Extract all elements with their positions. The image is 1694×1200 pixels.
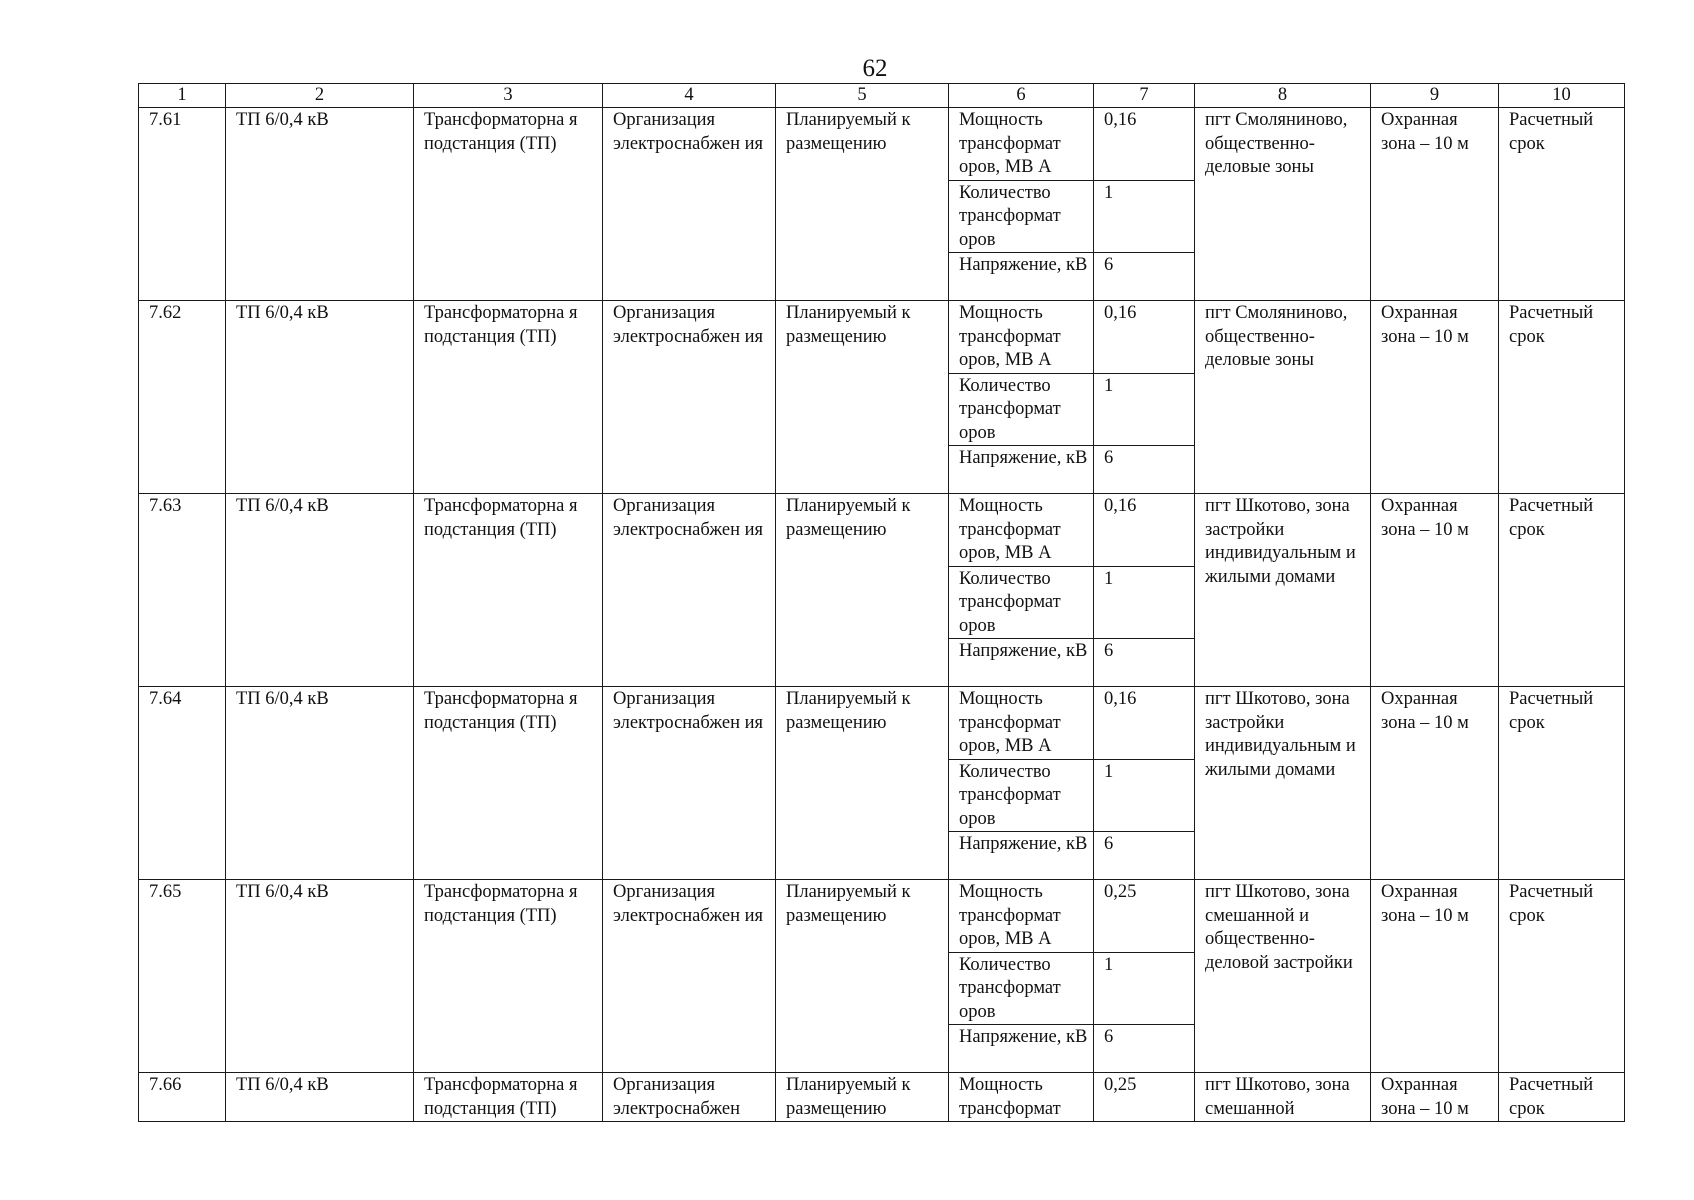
implementation-term: Расчетный срок — [1499, 494, 1625, 687]
param-label: Мощность трансформат оров, МВ А — [949, 880, 1094, 953]
param-label: Количество трансформат оров — [949, 566, 1094, 639]
param-value: 1 — [1094, 180, 1195, 253]
object-type: Трансформаторна я подстанция (ТП) — [414, 880, 603, 1073]
object-purpose: Организация электроснабжен ия — [603, 687, 776, 880]
object-purpose: Организация электроснабжен ия — [603, 880, 776, 1073]
row-number: 7.62 — [139, 301, 226, 494]
param-label: Напряжение, кВ — [949, 1025, 1094, 1073]
param-label: Напряжение, кВ — [949, 639, 1094, 687]
row-number: 7.61 — [139, 108, 226, 301]
object-type: Трансформаторна я подстанция (ТП) — [414, 1073, 603, 1122]
object-location: пгт Шкотово, зона смешанной и общественно-деловой застройки — [1195, 880, 1371, 1073]
object-location: пгт Шкотово, зона смешанной — [1195, 1073, 1371, 1122]
table-row — [139, 687, 1625, 760]
object-type: Трансформаторна я подстанция (ТП) — [414, 687, 603, 880]
param-value: 6 — [1094, 446, 1195, 494]
param-value: 6 — [1094, 253, 1195, 301]
param-label: Мощность трансформат оров, МВ А — [949, 494, 1094, 567]
protection-zone: Охранная зона – 10 м — [1371, 1073, 1499, 1122]
row-number: 7.63 — [139, 494, 226, 687]
object-status: Планируемый к размещению — [776, 494, 949, 687]
implementation-term: Расчетный срок — [1499, 1073, 1625, 1122]
column-header: 9 — [1371, 84, 1499, 108]
column-header: 7 — [1094, 84, 1195, 108]
implementation-term: Расчетный срок — [1499, 301, 1625, 494]
object-name: ТП 6/0,4 кВ — [226, 687, 414, 880]
param-label: Мощность трансформат оров, МВ А — [949, 108, 1094, 181]
object-status: Планируемый к размещению — [776, 301, 949, 494]
object-status: Планируемый к размещению — [776, 108, 949, 301]
column-header: 3 — [414, 84, 603, 108]
param-label: Количество трансформат оров — [949, 759, 1094, 832]
object-type: Трансформаторна я подстанция (ТП) — [414, 301, 603, 494]
protection-zone: Охранная зона – 10 м — [1371, 687, 1499, 880]
param-label: Мощность трансформат оров, МВ А — [949, 301, 1094, 374]
object-type: Трансформаторна я подстанция (ТП) — [414, 108, 603, 301]
page-number: 62 — [862, 55, 888, 82]
row-number: 7.66 — [139, 1073, 226, 1122]
object-name: ТП 6/0,4 кВ — [226, 301, 414, 494]
object-location: пгт Шкотово, зона застройки индивидуальным и жилыми домами — [1195, 494, 1371, 687]
object-location: пгт Смоляниново, общественно-деловые зоны — [1195, 301, 1371, 494]
object-location: пгт Смоляниново, общественно-деловые зоны — [1195, 108, 1371, 301]
param-value: 1 — [1094, 759, 1195, 832]
protection-zone: Охранная зона – 10 м — [1371, 494, 1499, 687]
protection-zone: Охранная зона – 10 м — [1371, 108, 1499, 301]
object-status: Планируемый к размещению — [776, 687, 949, 880]
param-value: 6 — [1094, 639, 1195, 687]
object-name: ТП 6/0,4 кВ — [226, 494, 414, 687]
param-value: 1 — [1094, 952, 1195, 1025]
table-header-row — [139, 84, 1625, 108]
implementation-term: Расчетный срок — [1499, 880, 1625, 1073]
object-name: ТП 6/0,4 кВ — [226, 108, 414, 301]
param-value: 0,25 — [1094, 880, 1195, 953]
row-number: 7.64 — [139, 687, 226, 880]
column-header: 8 — [1195, 84, 1371, 108]
column-header: 10 — [1499, 84, 1625, 108]
row-number: 7.65 — [139, 880, 226, 1073]
param-value: 0,16 — [1094, 301, 1195, 374]
protection-zone: Охранная зона – 10 м — [1371, 301, 1499, 494]
object-name: ТП 6/0,4 кВ — [226, 880, 414, 1073]
param-value: 6 — [1094, 832, 1195, 880]
object-type: Трансформаторна я подстанция (ТП) — [414, 494, 603, 687]
object-location: пгт Шкотово, зона застройки индивидуальным и жилыми домами — [1195, 687, 1371, 880]
param-label: Напряжение, кВ — [949, 253, 1094, 301]
object-purpose: Организация электроснабжен ия — [603, 301, 776, 494]
param-label: Количество трансформат оров — [949, 180, 1094, 253]
param-label: Напряжение, кВ — [949, 832, 1094, 880]
object-status: Планируемый к размещению — [776, 1073, 949, 1122]
implementation-term: Расчетный срок — [1499, 108, 1625, 301]
object-purpose: Организация электроснабжен ия — [603, 494, 776, 687]
table-row — [139, 880, 1625, 953]
table-row — [139, 494, 1625, 567]
planning-table — [138, 83, 1625, 1122]
param-value: 0,16 — [1094, 108, 1195, 181]
param-value: 1 — [1094, 566, 1195, 639]
column-header: 5 — [776, 84, 949, 108]
implementation-term: Расчетный срок — [1499, 687, 1625, 880]
param-label: Количество трансформат оров — [949, 373, 1094, 446]
param-value: 0,25 — [1094, 1073, 1195, 1122]
param-value: 6 — [1094, 1025, 1195, 1073]
table-row — [139, 108, 1625, 181]
param-value: 0,16 — [1094, 494, 1195, 567]
column-header: 4 — [603, 84, 776, 108]
object-purpose: Организация электроснабжен ия — [603, 108, 776, 301]
table-row — [139, 301, 1625, 374]
object-purpose: Организация электроснабжен — [603, 1073, 776, 1122]
param-label: Мощность трансформат оров, МВ А — [949, 687, 1094, 760]
object-status: Планируемый к размещению — [776, 880, 949, 1073]
param-label: Количество трансформат оров — [949, 952, 1094, 1025]
column-header: 6 — [949, 84, 1094, 108]
param-value: 0,16 — [1094, 687, 1195, 760]
table-row-partial — [139, 1073, 1625, 1122]
param-label: Напряжение, кВ — [949, 446, 1094, 494]
object-name: ТП 6/0,4 кВ — [226, 1073, 414, 1122]
column-header: 1 — [139, 84, 226, 108]
param-value: 1 — [1094, 373, 1195, 446]
protection-zone: Охранная зона – 10 м — [1371, 880, 1499, 1073]
column-header: 2 — [226, 84, 414, 108]
param-label: Мощность трансформат — [949, 1073, 1094, 1122]
